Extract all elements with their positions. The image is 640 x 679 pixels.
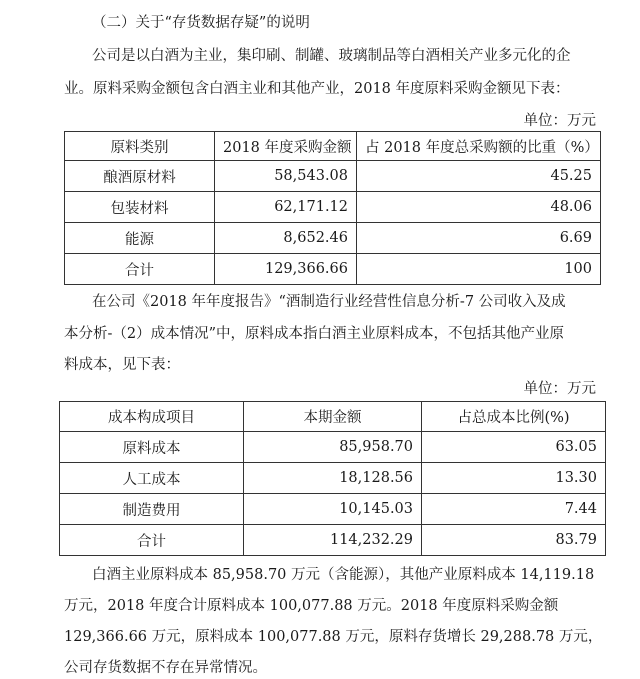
closing-line-1: 白酒主业原料成本 85,958.70 万元（含能源），其他产业原料成本 14,119.18 xyxy=(92,567,595,583)
column-header: 本期金额 xyxy=(244,402,422,432)
cell-value: 18,128.56 xyxy=(244,463,422,494)
unit-label-2: 单位：万元 xyxy=(523,381,596,397)
cell-value: 45.25 xyxy=(357,161,601,192)
cell-value: 48.06 xyxy=(357,192,601,223)
cell-value: 85,958.70 xyxy=(244,432,422,463)
column-header: 成本构成项目 xyxy=(60,402,244,432)
table-row xyxy=(65,192,601,223)
table-row xyxy=(65,223,601,254)
intro-line-2: 业。原料采购金额包含白酒主业和其他产业，2018 年度原料采购金额见下表： xyxy=(64,81,570,97)
table-row xyxy=(60,463,606,494)
row-label: 包装材料 xyxy=(65,192,215,223)
cell-value: 100 xyxy=(357,254,601,285)
cell-value: 129,366.66 xyxy=(215,254,357,285)
purchase-table xyxy=(64,131,601,285)
row-label: 合计 xyxy=(65,254,215,285)
table-row xyxy=(65,161,601,192)
column-header: 占 2018 年度总采购额的比重（%） xyxy=(357,132,601,161)
cell-value: 10,145.03 xyxy=(244,494,422,525)
table-row xyxy=(60,494,606,525)
row-label: 酿酒原材料 xyxy=(65,161,215,192)
column-header: 2018 年度采购金额 xyxy=(215,132,357,161)
table-total-row xyxy=(65,254,601,285)
row-label: 合计 xyxy=(60,525,244,556)
closing-line-4: 公司存货数据不存在异常情况。 xyxy=(64,660,267,676)
cell-value: 8,652.46 xyxy=(215,223,357,254)
closing-line-2: 万元，2018 年度合计原料成本 100,077.88 万元。2018 年度原料采购金额 xyxy=(64,598,559,614)
row-label: 能源 xyxy=(65,223,215,254)
cell-value: 58,543.08 xyxy=(215,161,357,192)
mid-line-2: 本分析-（2）成本情况”中，原料成本指白酒主业原料成本，不包括其他产业原 xyxy=(64,326,565,342)
row-label: 人工成本 xyxy=(60,463,244,494)
cell-value: 7.44 xyxy=(422,494,606,525)
row-label: 原料成本 xyxy=(60,432,244,463)
column-header: 原料类别 xyxy=(65,132,215,161)
column-header: 占总成本比例(%) xyxy=(422,402,606,432)
table-header-row xyxy=(60,402,606,432)
cell-value: 62,171.12 xyxy=(215,192,357,223)
mid-line-1: 在公司《2018 年年度报告》“酒制造行业经营性信息分析-7 公司收入及成 xyxy=(92,294,566,310)
cell-value: 13.30 xyxy=(422,463,606,494)
cell-value: 83.79 xyxy=(422,525,606,556)
cell-value: 114,232.29 xyxy=(244,525,422,556)
closing-line-3: 129,366.66 万元，原料成本 100,077.88 万元，原料存货增长 29,288.78 万元， xyxy=(64,629,603,645)
table-total-row xyxy=(60,525,606,556)
section-heading: （二）关于“存货数据存疑”的说明 xyxy=(92,15,310,31)
table-row xyxy=(60,432,606,463)
cell-value: 6.69 xyxy=(357,223,601,254)
cost-table xyxy=(59,401,606,556)
row-label: 制造费用 xyxy=(60,494,244,525)
mid-line-3: 料成本，见下表： xyxy=(64,357,180,373)
unit-label-1: 单位：万元 xyxy=(523,113,596,129)
intro-line-1: 公司是以白酒为主业，集印刷、制罐、玻璃制品等白酒相关产业多元化的企 xyxy=(92,48,571,64)
table-header-row xyxy=(65,132,601,161)
cell-value: 63.05 xyxy=(422,432,606,463)
